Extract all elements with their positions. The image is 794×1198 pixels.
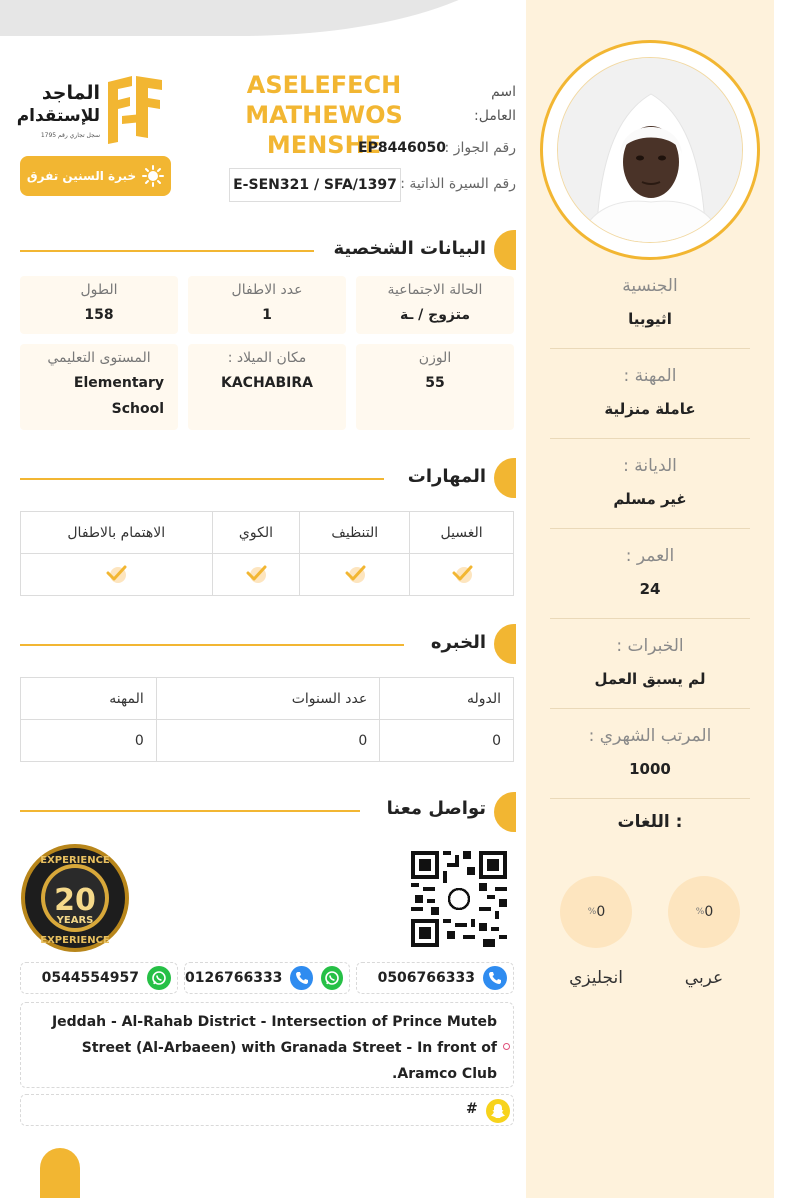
passport-number: EP8446050 bbox=[358, 140, 447, 156]
personal-section-title: البيانات الشخصية bbox=[333, 238, 486, 259]
phone-number: 0126766333 bbox=[185, 970, 283, 986]
phone-contact-2[interactable] bbox=[184, 962, 350, 994]
language-level-arabic bbox=[668, 876, 740, 948]
language-level-value: 0 bbox=[596, 904, 606, 920]
tagline-badge bbox=[20, 156, 171, 196]
section-line bbox=[20, 478, 384, 480]
whatsapp-qr-code[interactable] bbox=[411, 851, 507, 947]
worker-name-label: اسم العامل: bbox=[474, 84, 516, 124]
snapchat-box[interactable] bbox=[20, 1094, 514, 1126]
card-label: عدد الاطفال bbox=[231, 282, 303, 298]
divider bbox=[550, 708, 750, 709]
card-value: Elementary School bbox=[73, 375, 164, 417]
snapchat-handle: # bbox=[466, 1101, 478, 1117]
card-value: KACHABIRA bbox=[220, 375, 313, 391]
whatsapp-icon bbox=[321, 966, 343, 990]
logo-line-1: الماجد bbox=[41, 82, 100, 104]
address-box bbox=[20, 1002, 514, 1088]
education-card bbox=[20, 344, 178, 430]
location-dot-icon bbox=[503, 1043, 510, 1050]
qr-code bbox=[411, 851, 507, 947]
exp-header-country: الدوله bbox=[380, 678, 514, 720]
phone-contact-1[interactable] bbox=[356, 962, 514, 994]
experience-summary-block bbox=[550, 636, 750, 688]
top-decoration bbox=[0, 0, 520, 36]
skill-header-washing: الغسيل bbox=[410, 512, 514, 554]
language-name-arabic: عربي bbox=[684, 968, 724, 988]
badge-number: 20 bbox=[54, 883, 96, 918]
nationality-block bbox=[550, 276, 750, 328]
languages-title: اللغات : bbox=[617, 812, 683, 832]
section-tab bbox=[494, 230, 516, 270]
section-line bbox=[20, 810, 360, 812]
section-tab bbox=[494, 458, 516, 498]
tagline-text: خبرة السنين تفرق bbox=[26, 169, 137, 183]
language-level-english bbox=[560, 876, 632, 948]
profile-photo bbox=[557, 57, 743, 243]
section-tab bbox=[494, 792, 516, 832]
profession-value: عاملة منزلية bbox=[604, 400, 696, 418]
logo-line-2: للإستقدام bbox=[16, 106, 100, 126]
profile-photo-frame bbox=[540, 40, 760, 260]
experience-20-years-badge bbox=[20, 843, 130, 953]
phone-contact-3[interactable] bbox=[20, 962, 178, 994]
language-name-english: انجليزي bbox=[569, 968, 623, 988]
skill-check-childcare bbox=[21, 554, 213, 596]
badge-icon bbox=[20, 843, 130, 953]
profession-label: المهنة : bbox=[623, 366, 677, 386]
divider bbox=[550, 798, 750, 799]
age-label: العمر : bbox=[625, 546, 675, 566]
language-level-value: 0 bbox=[704, 904, 714, 920]
skill-check-cleaning bbox=[300, 554, 410, 596]
passport-label: رقم الجواز : bbox=[444, 140, 516, 156]
worker-name: ASELEFECH MATHEWOS MENSHE bbox=[245, 71, 403, 159]
card-label: الوزن bbox=[418, 350, 452, 366]
card-label: الحالة الاجتماعية bbox=[387, 282, 483, 298]
card-value: 158 bbox=[84, 307, 114, 323]
section-tab bbox=[494, 624, 516, 664]
address-text: Jeddah - Al-Rahab District - Intersection of Prince Muteb Street (Al-Arbaeen) with Granada Street - In front of Aramco Club. bbox=[51, 1014, 497, 1082]
salary-block bbox=[550, 726, 750, 778]
phone-number: 0506766333 bbox=[377, 970, 475, 986]
exp-cell-years: 0 bbox=[156, 720, 380, 762]
skills-section-title: المهارات bbox=[407, 466, 486, 487]
divider bbox=[550, 528, 750, 529]
badge-bottom-text: EXPERIENCE bbox=[40, 935, 110, 946]
card-value: متزوج / ـة bbox=[399, 307, 471, 323]
experience-table bbox=[20, 677, 514, 762]
sparkle-icon bbox=[142, 165, 164, 187]
card-value: 55 bbox=[425, 375, 445, 391]
exp-cell-profession: 0 bbox=[21, 720, 157, 762]
badge-years-text: YEARS bbox=[56, 915, 94, 926]
check-icon bbox=[344, 562, 366, 584]
card-label: مكان الميلاد : bbox=[227, 350, 307, 366]
skill-header-cleaning: التنظيف bbox=[300, 512, 410, 554]
percent-sign: % bbox=[587, 907, 597, 917]
cv-number: E-SEN321 / SFA/1397 bbox=[229, 168, 401, 202]
company-logo bbox=[16, 76, 170, 150]
skill-check-washing bbox=[410, 554, 514, 596]
logo-line-3: سجل تجاري رقم 1795 bbox=[40, 132, 100, 139]
weight-card bbox=[356, 344, 514, 430]
percent-sign: % bbox=[695, 907, 705, 917]
divider bbox=[550, 348, 750, 349]
profession-block bbox=[550, 366, 750, 418]
exp-header-years: عدد السنوات bbox=[156, 678, 380, 720]
section-line bbox=[20, 644, 404, 646]
phone-icon bbox=[290, 966, 312, 990]
logo-mark-icon bbox=[102, 76, 168, 146]
bottom-decoration bbox=[40, 1148, 80, 1198]
salary-label: المرتب الشهري : bbox=[588, 726, 712, 746]
salary-value: 1000 bbox=[629, 760, 671, 778]
phone-number: 0544554957 bbox=[41, 970, 139, 986]
religion-label: الديانة : bbox=[623, 456, 677, 476]
children-count-card bbox=[188, 276, 346, 334]
religion-block bbox=[550, 456, 750, 508]
height-card bbox=[20, 276, 178, 334]
check-icon bbox=[245, 562, 267, 584]
religion-value: غير مسلم bbox=[613, 490, 687, 508]
skill-check-ironing bbox=[212, 554, 300, 596]
check-icon bbox=[105, 562, 127, 584]
birthplace-card bbox=[188, 344, 346, 430]
snapchat-icon bbox=[486, 1099, 510, 1123]
check-icon bbox=[451, 562, 473, 584]
card-value: 1 bbox=[262, 307, 272, 323]
section-line bbox=[20, 250, 314, 252]
skill-header-childcare: الاهتمام بالاطفال bbox=[21, 512, 213, 554]
age-value: 24 bbox=[639, 580, 661, 598]
cv-number-label: رقم السيرة الذاتية : bbox=[400, 176, 516, 192]
badge-top-text: EXPERIENCE bbox=[40, 855, 110, 866]
skills-table bbox=[20, 511, 514, 596]
nationality-value: اثيوبيا bbox=[628, 310, 672, 328]
divider bbox=[550, 438, 750, 439]
age-block bbox=[550, 546, 750, 598]
person-photo-icon bbox=[558, 58, 743, 243]
nationality-label: الجنسية bbox=[622, 276, 678, 296]
card-label: المستوى التعليمي bbox=[47, 350, 151, 366]
exp-cell-country: 0 bbox=[380, 720, 514, 762]
divider bbox=[550, 618, 750, 619]
marital-status-card bbox=[356, 276, 514, 334]
experience-summary-value: لم يسبق العمل bbox=[594, 670, 706, 688]
experience-summary-label: الخبرات : bbox=[616, 636, 684, 656]
contact-section-title: تواصل معنا bbox=[386, 798, 486, 819]
exp-header-profession: المهنه bbox=[21, 678, 157, 720]
card-label: الطول bbox=[80, 282, 118, 298]
skill-header-ironing: الكوي bbox=[212, 512, 300, 554]
experience-section-title: الخبره bbox=[430, 632, 486, 653]
phone-icon bbox=[483, 966, 507, 990]
whatsapp-icon bbox=[147, 966, 171, 990]
